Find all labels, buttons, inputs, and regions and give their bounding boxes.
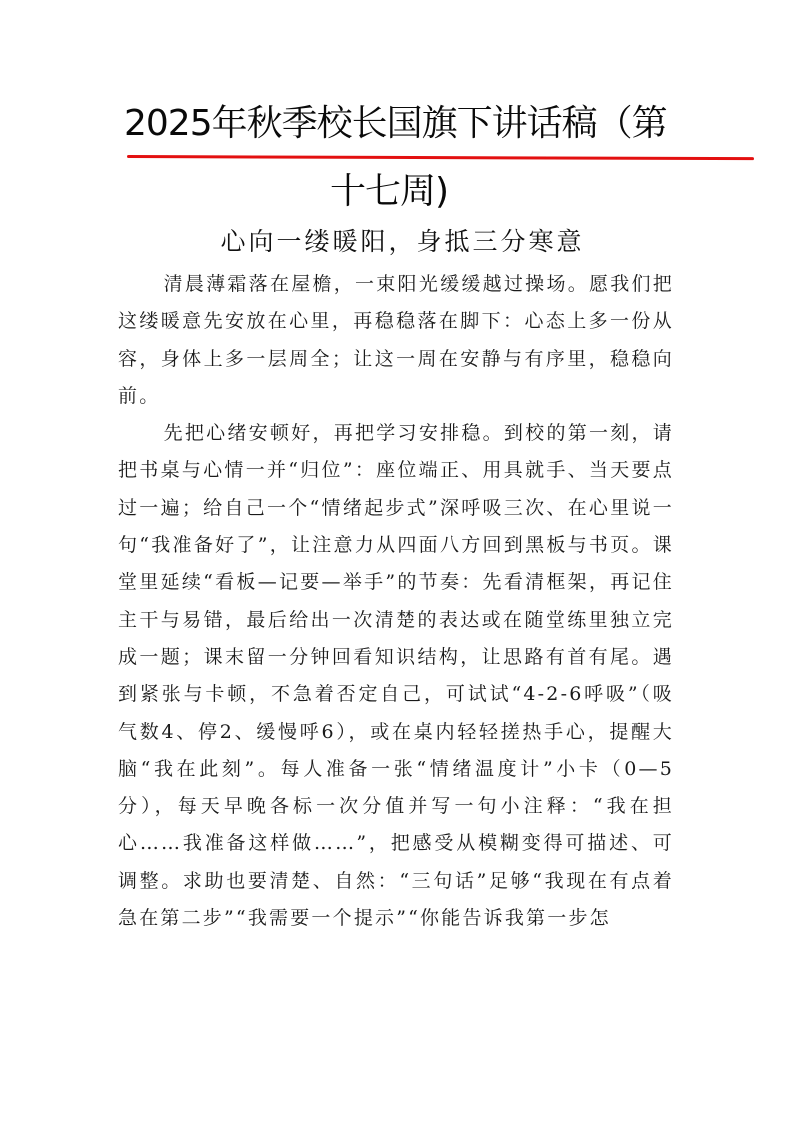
title-red-rule: [127, 155, 754, 160]
document-subtitle: 心向一缕暖阳，身抵三分寒意: [220, 227, 585, 256]
paragraph-2: 先把心绪安顿好，再把学习安排稳。到校的第一刻，请把书桌与心情一并“归位”：座位端正、用具就手、当天要点过一遍；给自己一个“情绪起步式”深呼吸三次、在心里说一句“我准备好了”，让注意力从四面八方回到黑板与书页。课堂里延续“看板—记要—举手”的节奏：先看清框架，再记住主干与易错，最后给出一次清楚的表达或在随堂练里独立完成一题；课末留一分钟回看知识结构，让思路有首有尾。遇到紧张与卡顿，不急着否定自己，可试试“4-2-6呼吸”（吸气数4、停2、缓慢呼6），或在桌内轻轻搓热手心，提醒大脑“我在此刻”。每人准备一张“情绪温度计”小卡（0—5分），每天早晚各标一次分值并写一句小注释：“我在担心……我准备这样做……”，把感受从模糊变得可描述、可调整。求助也要清楚、自然：“三句话”足够“我现在有点着急在第二步”“我需要一个提示”“你能告诉我第一步怎: [118, 422, 674, 930]
paragraph-1: 清晨薄霜落在屋檐，一束阳光缓缓越过操场。愿我们把这缕暖意先安放在心里，再稳稳落在脚下：心态上多一份从容，身体上多一层周全；让这一周在安静与有序里，稳稳向前。: [118, 273, 674, 407]
document-title-line1: 2025年秋季校长国旗下讲话稿（第: [124, 103, 667, 144]
document-body: [118, 266, 674, 937]
document-title-line2: 十七周): [330, 171, 449, 212]
